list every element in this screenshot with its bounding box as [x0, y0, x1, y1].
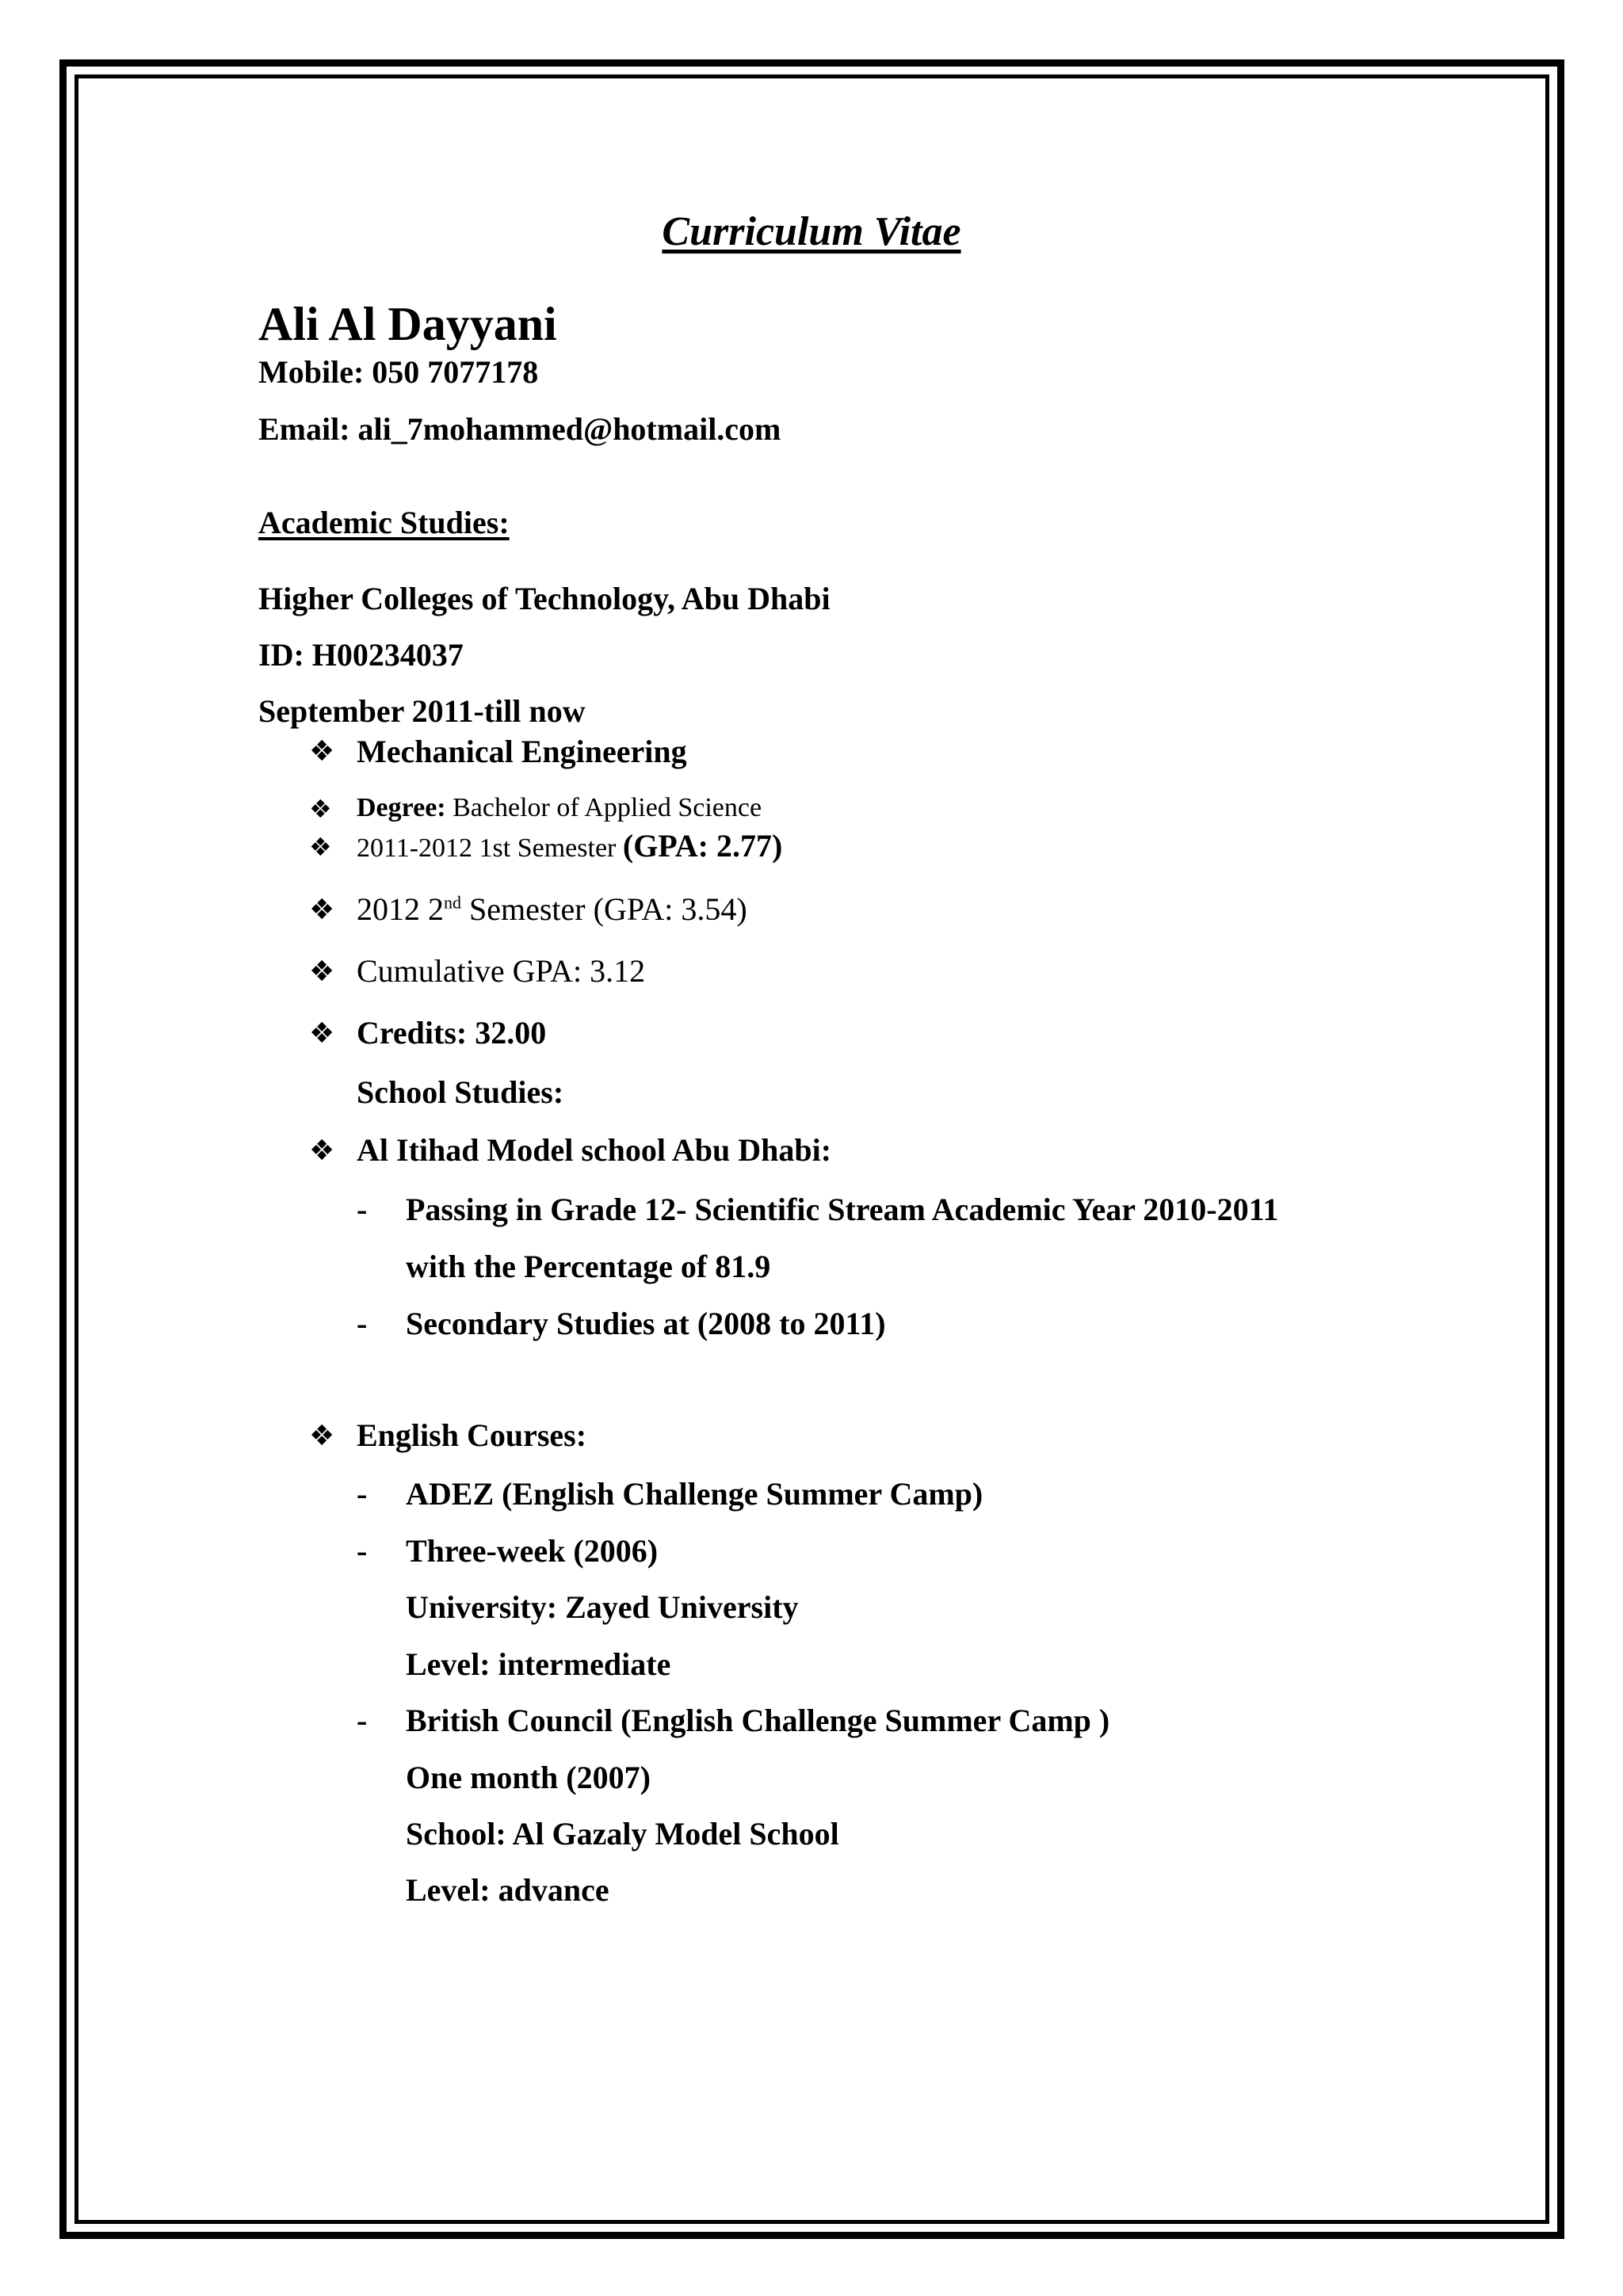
dash-marker: -	[357, 1533, 368, 1569]
credits-line: Credits: 32.00	[357, 1015, 547, 1051]
semester1-text: 2011-2012 1st Semester	[357, 833, 623, 863]
school-studies-heading: School Studies:	[357, 1074, 564, 1110]
degree-line	[357, 793, 762, 823]
course2-title: Three-week (2006)	[406, 1533, 659, 1569]
course3-title: British Council (English Challenge Summer Camp )	[406, 1703, 1110, 1738]
person-name: Ali Al Dayyani	[258, 298, 557, 350]
document-title: Curriculum Vitae	[662, 209, 961, 254]
degree-value: Bachelor of Applied Science	[445, 793, 762, 822]
school-grade-line: Passing in Grade 12- Scientific Stream Academic Year 2010-2011	[406, 1192, 1279, 1227]
dash-marker: -	[357, 1703, 368, 1738]
diamond-bullet-icon: ❖	[309, 832, 332, 862]
mobile-line: Mobile: 050 7077178	[258, 354, 539, 390]
secondary-studies-line: Secondary Studies at (2008 to 2011)	[406, 1306, 886, 1341]
major-line: Mechanical Engineering	[357, 734, 687, 769]
semester2-sup: nd	[444, 892, 461, 913]
dash-marker: -	[357, 1476, 368, 1512]
semester2-suffix: Semester (GPA: 3.54)	[461, 891, 747, 927]
english-courses-heading: English Courses:	[357, 1417, 587, 1453]
course3-level: Level: advance	[406, 1872, 609, 1908]
school-name-line: Al Itihad Model school Abu Dhabi:	[357, 1132, 832, 1168]
diamond-bullet-icon: ❖	[309, 955, 335, 988]
course2-level: Level: intermediate	[406, 1646, 671, 1682]
course3-duration: One month (2007)	[406, 1760, 651, 1795]
student-id-line: ID: H00234037	[258, 637, 464, 673]
diamond-bullet-icon: ❖	[309, 735, 335, 768]
dash-marker: -	[357, 1306, 368, 1341]
semester1-gpa: (GPA: 2.77)	[622, 828, 783, 864]
institution-line: Higher Colleges of Technology, Abu Dhabi	[258, 581, 831, 616]
academic-heading: Academic Studies:	[258, 505, 510, 540]
diamond-bullet-icon: ❖	[309, 1420, 335, 1452]
diamond-bullet-icon: ❖	[309, 1017, 335, 1050]
diamond-bullet-icon: ❖	[309, 794, 332, 824]
degree-label: Degree:	[357, 793, 446, 822]
semester1-line	[357, 827, 782, 864]
cumulative-gpa-line: Cumulative GPA: 3.12	[357, 953, 646, 989]
dash-marker: -	[357, 1192, 368, 1227]
semester2-line	[357, 891, 747, 928]
course3-school: School: Al Gazaly Model School	[406, 1816, 839, 1852]
course1-title: ADEZ (English Challenge Summer Camp)	[406, 1476, 983, 1512]
semester2-prefix: 2012 2	[357, 891, 444, 927]
study-period-line: September 2011-till now	[258, 693, 586, 729]
email-line: Email: ali_7mohammed@hotmail.com	[258, 411, 781, 447]
course2-university: University: Zayed University	[406, 1589, 799, 1625]
school-percentage-line: with the Percentage of 81.9	[406, 1249, 771, 1284]
diamond-bullet-icon: ❖	[309, 894, 335, 926]
diamond-bullet-icon: ❖	[309, 1135, 335, 1167]
